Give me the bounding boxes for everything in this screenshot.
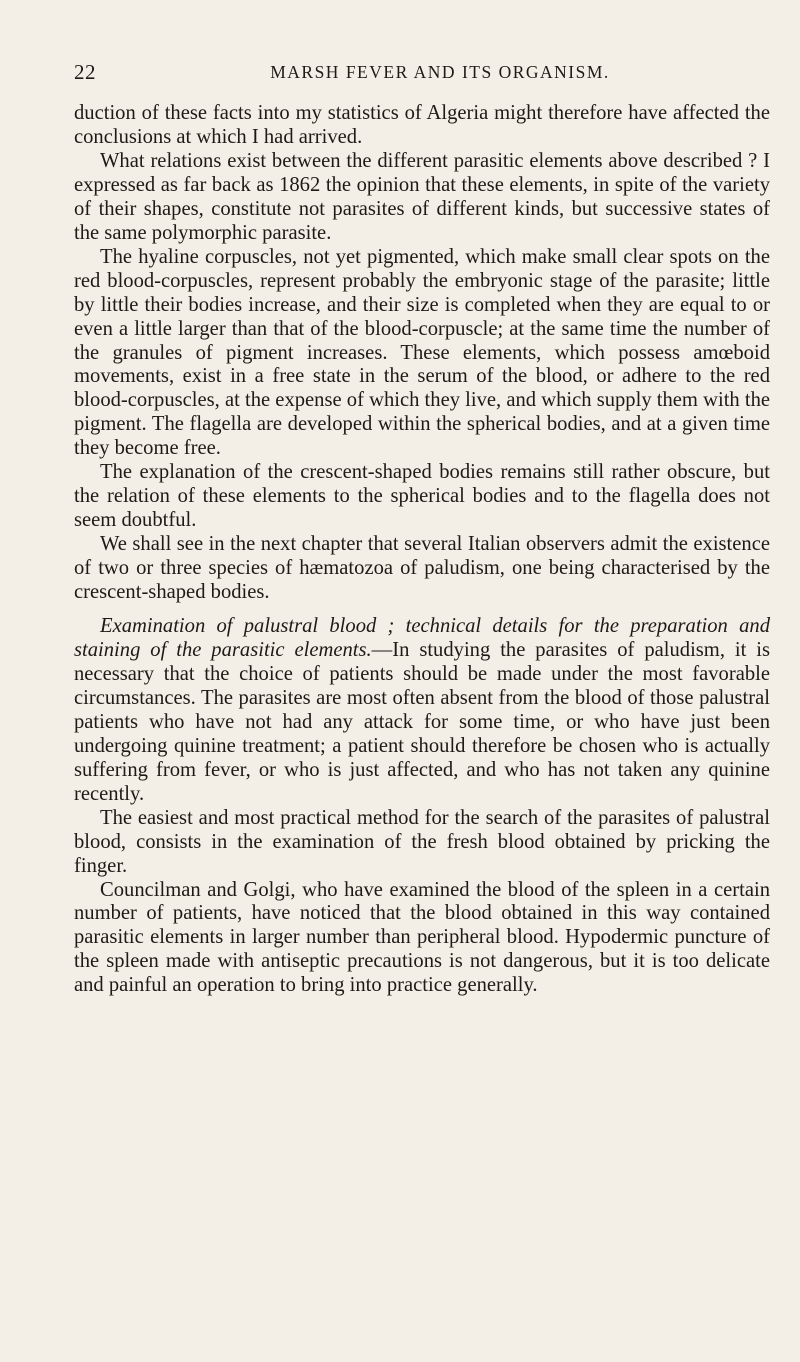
paragraph: The explanation of the crescent-shaped bodies remains still rather obscure, but the relation of these elements to the spherical bodies and to the flagella does not seem doubtful. [74,461,770,532]
paragraph: The easiest and most practical method for the search of the parasites of palustral blood, consists in the examination of the fresh blood obtained by pricking the finger. [74,806,770,877]
section-text: —In studying the parasites of paludism, it is necessary that the choice of patients should be made under the most favorable circumstances. The parasites are most often absent from the blood of those palustral patients who have not had any attack for some time, or who have just been undergoing quinine treatment; a patient should therefore be chosen who is actually suffering from fever, or who is just affected, and who has not taken any quinine recently. [74,638,770,805]
running-head [70,60,770,88]
paragraph: Councilman and Golgi, who have examined the blood of the spleen in a certain number of patients, have noticed that the blood obtained in this way contained parasitic elements in larger number than peripheral blood. Hypodermic puncture of the spleen made with antiseptic precautions is not dangerous, but it is too delicate and painful an operation to bring into practice generally. [74,878,770,997]
running-title: MARSH FEVER AND ITS ORGANISM. [270,62,610,82]
page-number: 22 [74,60,96,84]
paragraph-continuation: duction of these facts into my statistics of Algeria might therefore have affected the conclusions at which I had arrived. [74,102,770,148]
section-heading: Examination of palustral blood ; technical details for the preparation and staining of the parasitic elements. [74,615,770,661]
paragraph: The hyaline corpuscles, not yet pigmented, which make small clear spots on the red blood-corpuscles, represent probably the embryonic stage of the parasite; little by little their bodies increase, and their size is completed when they are equal to or even a little larger than that of the blood-corpuscle; at the same time the number of the granules of pigment increases. These elements, which possess amœboid movements, exist in a free state in the serum of the blood, or adhere to the red blood-corpuscles, at the expense of which they live, and which supply them with the pigment. The flagella are developed within the spherical bodies, and at a given time they become free. [74,245,771,460]
section-paragraph [74,615,770,807]
paragraph: We shall see in the next chapter that several Italian observers admit the existence of two or three species of hæmatozoa of paludism, one being characterised by the crescent-shaped bodies. [74,533,770,604]
paragraph: What relations exist between the different parasitic elements above described ? I expressed as far back as 1862 the opinion that these elements, in spite of the variety of their shapes, constitute not parasites of different kinds, but successive states of the same polymorphic parasite. [74,149,770,244]
body-text [74,102,770,998]
